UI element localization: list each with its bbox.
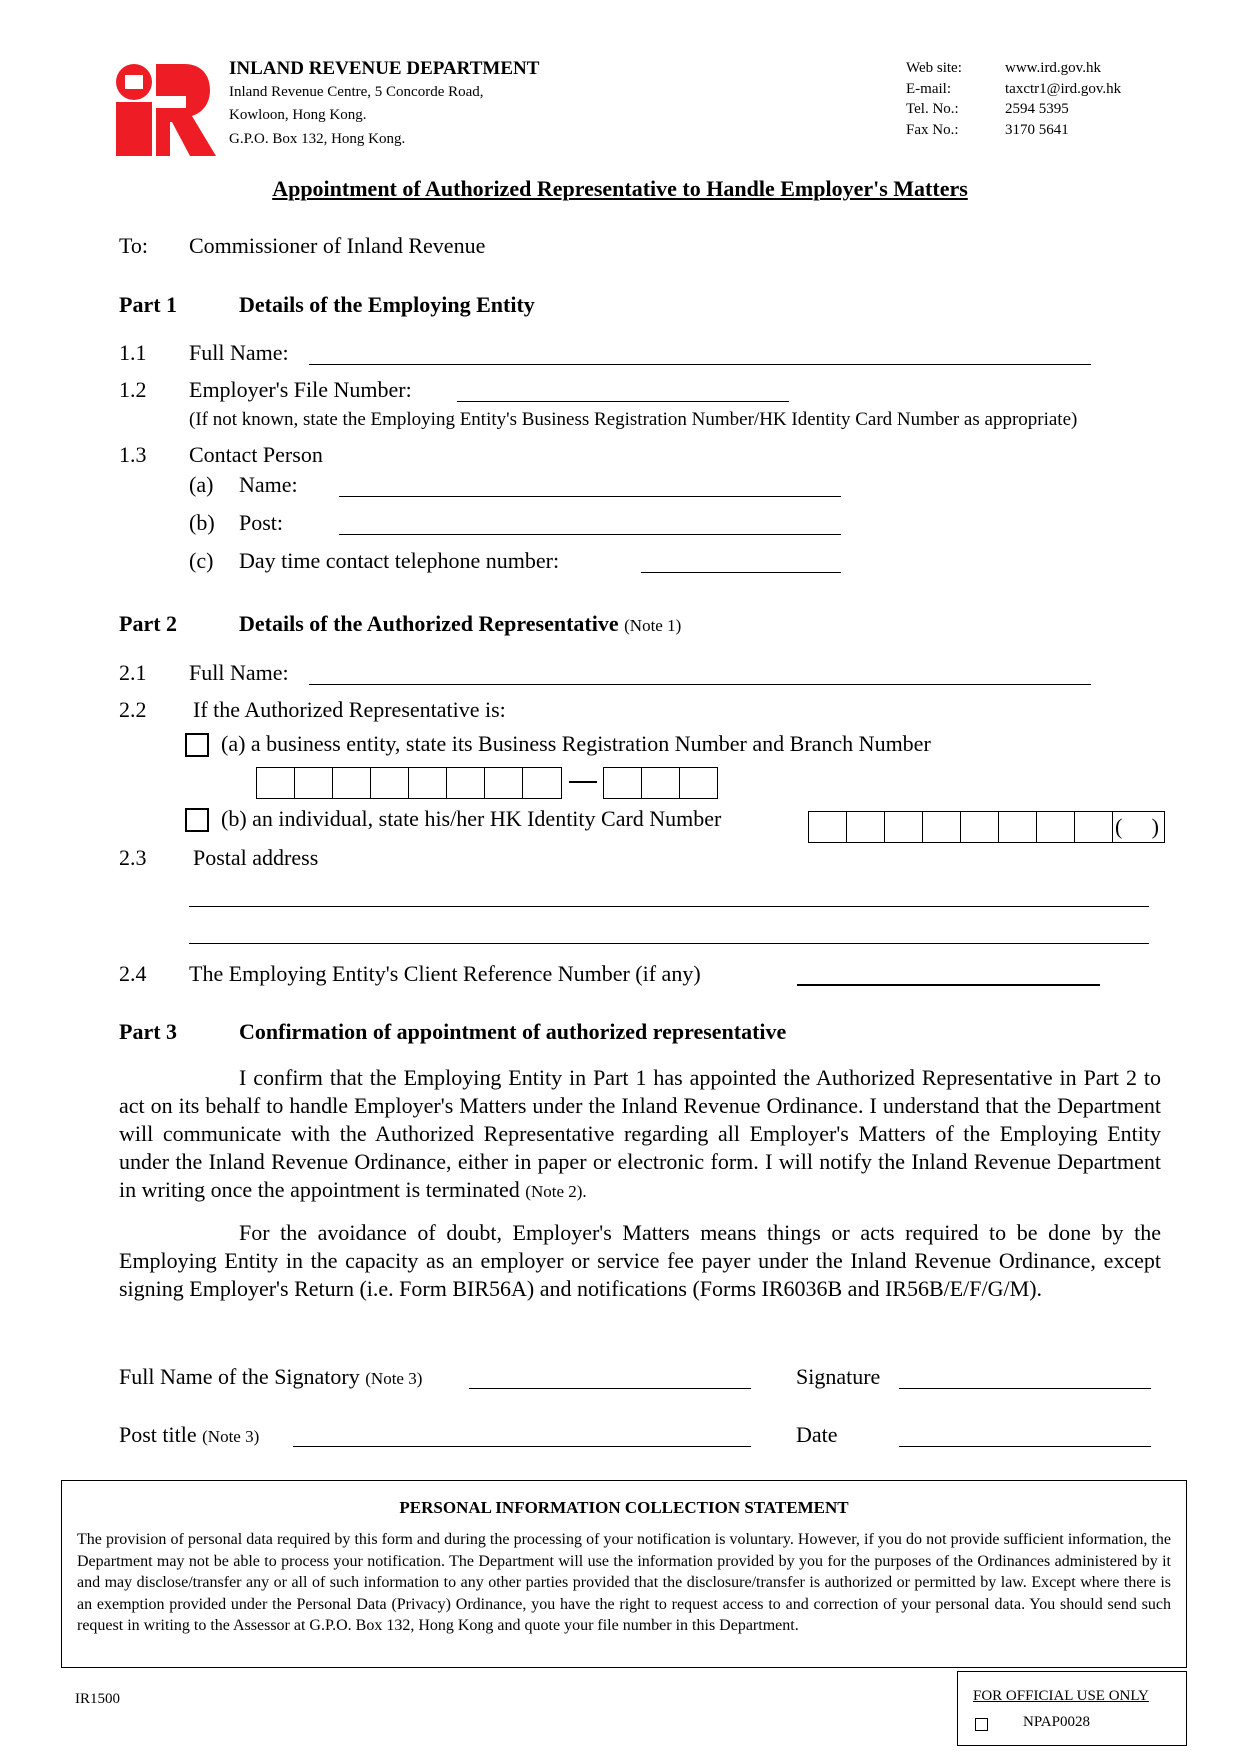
q2-1-num: 2.1 [119,660,147,685]
post-title-note: (Note 3) [202,1427,260,1446]
confirmation-paragraph [119,1064,1161,1206]
signature-label: Signature [796,1364,881,1389]
q2-2-num: 2.2 [119,697,147,722]
q1-1-num: 1.1 [119,340,147,365]
dept-address-line-3: G.P.O. Box 132, Hong Kong. [229,131,406,147]
date-field[interactable] [899,1446,1151,1447]
contact-value-email[interactable]: taxctr1@ird.gov.hk [1005,81,1122,97]
q1-3b-label: Post: [239,510,284,535]
q1-3-label: Contact Person [189,442,323,467]
q2-3-num: 2.3 [119,845,147,870]
confirmation-text: I confirm that the Employing Entity in Part 1 has appointed the Authorized Representative in Part 2 to act on its behalf to handle Employer's Matters under the Inland Revenue Ordinance. I understand that the Department will communicate with the Authorized Representative regarding all Employer's Matters of the Employing Entity under the Inland Revenue Ordinance, either in paper or electronic form. I will notify the Inland Revenue Department in writing once the appointment is terminated [119,1065,1161,1202]
representative-full-name-field[interactable] [309,684,1091,685]
br-dash [569,781,597,783]
signatory-note: (Note 3) [365,1369,423,1388]
ird-logo [112,60,216,156]
to-label: To: [119,233,149,258]
to-value: Commissioner of Inland Revenue [189,233,486,258]
part3-title: Confirmation of appointment of authorized representative [239,1019,787,1044]
dept-address-line-1: Inland Revenue Centre, 5 Concorde Road, [229,84,484,100]
part1-title: Details of the Employing Entity [239,292,535,317]
pics-title: PERSONAL INFORMATION COLLECTION STATEMENT [399,1498,849,1517]
q2-4-num: 2.4 [119,961,147,986]
q1-3c-label: Day time contact telephone number: [239,548,560,573]
part2-title [239,611,681,637]
official-use-code: NPAP0028 [1023,1714,1090,1730]
signatory-name-field[interactable] [469,1388,751,1389]
post-title-label [119,1422,259,1448]
q1-3-num: 1.3 [119,442,147,467]
part3-label: Part 3 [119,1019,178,1044]
contact-post-field[interactable] [339,534,841,535]
pics-body: The provision of personal data required by this form and during the processing of your notification is voluntary. However, if you do not provide sufficient information, the Department may not be able to process your notification. The Department will use the information provided by you for the purposes of the Ordinances administered by it and may disclose/transfer any or all of such information to any other parties provided that the disclosure/transfer is authorized or permitted by law. Except where there is an exemption provided under the Personal Data (Privacy) Ordinance, you have the right to request access to and correction of your personal data. You should send such request in writing to the Assessor at G.P.O. Box 132, Hong Kong and quote your file number in this Department. [77,1531,1171,1634]
client-reference-field[interactable] [797,984,1100,986]
q1-1-label: Full Name: [189,340,289,365]
q2-3-label: Postal address [193,845,319,870]
post-title-label-text: Post title [119,1422,197,1447]
q1-3a-letter: (a) [189,472,214,497]
confirmation-note: (Note 2). [525,1182,587,1201]
contact-name-field[interactable] [339,496,841,497]
q1-2-hint: (If not known, state the Employing Entity's Business Registration Number/HK Identity Card Number as appropriate) [189,409,1078,430]
form-code: IR1500 [75,1691,120,1707]
form-title: Appointment of Authorized Representative to Handle Employer's Matters [272,176,968,201]
hkid-check-digit-close: ) [1151,814,1159,839]
contact-label-email: E-mail: [906,81,951,97]
signatory-label-text: Full Name of the Signatory [119,1364,360,1389]
part1-label: Part 1 [119,292,178,317]
official-use-checkbox[interactable] [975,1718,988,1731]
q1-2-num: 1.2 [119,377,147,402]
business-entity-checkbox[interactable] [185,733,209,757]
hkid-number-boxes[interactable] [808,811,1165,843]
pics-box [61,1480,1187,1668]
q2-4-label: The Employing Entity's Client Reference Number (if any) [189,961,701,986]
employers-matters-paragraph: For the avoidance of doubt, Employer's Matters means things or acts required to be done by the Employing Entity in the capacity as an employer or service fee payer under the Inland Revenue Ordinance, except signing Employer's Return (i.e. Form BIR56A) and notifications (Forms IR6036B and IR56B/E/F/G/M). [119,1220,1161,1301]
employer-full-name-field[interactable] [309,364,1091,365]
contact-value-web[interactable]: www.ird.gov.hk [1005,60,1101,76]
contact-label-tel: Tel. No.: [906,101,959,117]
part2-title-note: (Note 1) [624,616,682,635]
hkid-check-digit-open: ( [1115,814,1123,839]
q2-1-label: Full Name: [189,660,289,685]
dept-address-line-2: Kowloon, Hong Kong. [229,107,367,123]
signature-field[interactable] [899,1388,1151,1389]
branch-number-boxes[interactable] [603,767,718,799]
official-use-label: FOR OFFICIAL USE ONLY [973,1688,1149,1704]
post-title-field[interactable] [293,1446,751,1447]
q1-3c-letter: (c) [189,548,214,573]
contact-label-fax: Fax No.: [906,122,959,138]
dept-name: INLAND REVENUE DEPARTMENT [229,58,540,79]
option-b-label: (b) an individual, state his/her HK Identity Card Number [221,806,722,831]
contact-value-tel: 2594 5395 [1005,101,1069,117]
contact-label-web: Web site: [906,60,962,76]
individual-checkbox[interactable] [185,808,209,832]
q1-3b-letter: (b) [189,510,215,535]
option-a-label: (a) a business entity, state its Business Registration Number and Branch Number [221,731,931,756]
br-number-boxes[interactable] [256,767,562,799]
q2-2-label: If the Authorized Representative is: [193,697,506,722]
q1-2-label: Employer's File Number: [189,377,412,402]
part2-label: Part 2 [119,611,178,636]
postal-address-line-1[interactable] [189,906,1149,907]
signatory-label [119,1364,422,1390]
employer-file-number-field[interactable] [457,401,789,402]
postal-address-line-2[interactable] [189,943,1149,944]
contact-phone-field[interactable] [641,572,841,573]
date-label: Date [796,1422,838,1447]
official-use-box [957,1671,1187,1746]
part2-title-text: Details of the Authorized Representative [239,611,619,636]
q1-3a-label: Name: [239,472,298,497]
contact-value-fax: 3170 5641 [1005,122,1069,138]
